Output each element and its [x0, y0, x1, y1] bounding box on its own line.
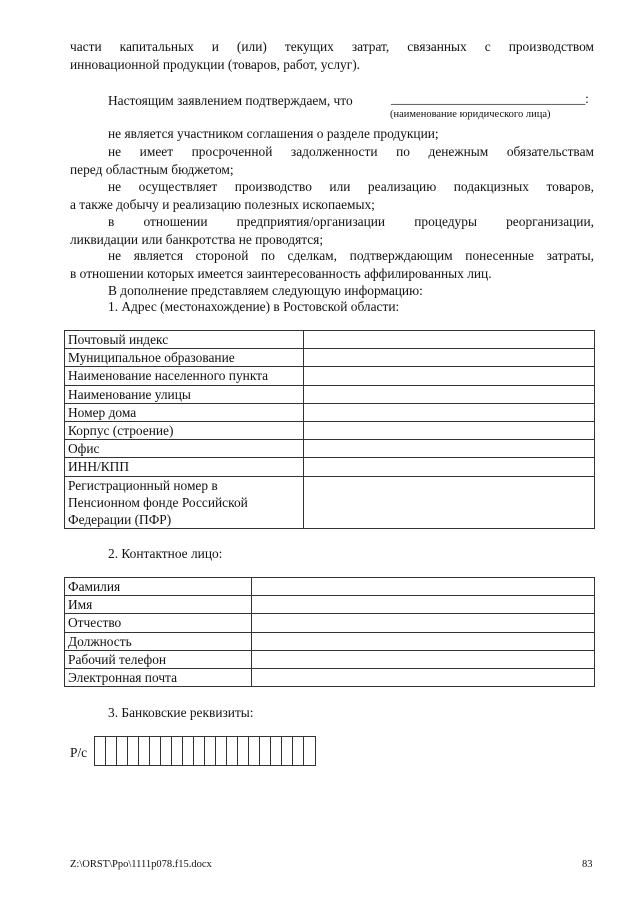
surname-field[interactable]: [252, 578, 595, 596]
account-digit-cell[interactable]: [282, 737, 293, 765]
account-digit-cell[interactable]: [150, 737, 161, 765]
row-label: Имя: [65, 596, 252, 614]
row-label: Наименование улицы: [65, 385, 304, 403]
company-name-hint: (наименование юридического лица): [390, 109, 551, 120]
account-digit-cell[interactable]: [249, 737, 260, 765]
account-digit-cell[interactable]: [227, 737, 238, 765]
statement-item: не является участником соглашения о разделе продукции;: [108, 126, 439, 141]
account-digit-cell[interactable]: [238, 737, 249, 765]
intro-line-2: инновационной продукции (товаров, работ, услуг).: [70, 57, 361, 72]
pfr-label-line: Пенсионном фонде Российской: [68, 494, 248, 510]
account-digit-cell[interactable]: [304, 737, 315, 765]
table-row: [65, 440, 595, 458]
row-label: Электронная почта: [65, 669, 252, 687]
row-label: Офис: [65, 440, 304, 458]
company-name-blank[interactable]: _____________________________:: [391, 91, 589, 106]
row-label: Корпус (строение): [65, 422, 304, 440]
row-label: Номер дома: [65, 403, 304, 421]
address-heading: 1. Адрес (местонахождение) в Ростовской области:: [108, 299, 400, 314]
table-row: [65, 650, 595, 668]
statement-item-cont: а также добычу и реализацию полезных ископаемых;: [70, 197, 375, 212]
account-digit-cell[interactable]: [216, 737, 227, 765]
pfr-number-field[interactable]: [304, 476, 595, 529]
row-label: Рабочий телефон: [65, 650, 252, 668]
row-label: [65, 476, 304, 529]
statement-item: в отношении предприятия/организации процедуры реорганизации,: [108, 214, 594, 229]
table-row: [65, 614, 595, 632]
account-digit-cell[interactable]: [95, 737, 106, 765]
table-row: [65, 458, 595, 476]
email-field[interactable]: [252, 669, 595, 687]
account-digit-cell[interactable]: [194, 737, 205, 765]
office-field[interactable]: [304, 440, 595, 458]
row-label: Почтовый индекс: [65, 331, 304, 349]
statement-item-cont: ликвидации или банкротства не проводятся;: [70, 232, 324, 247]
account-digit-cell[interactable]: [117, 737, 128, 765]
account-digit-cell[interactable]: [161, 737, 172, 765]
statement-item-cont: в отношении которых имеется заинтересованность аффилированных лиц.: [70, 266, 492, 281]
table-row: [65, 476, 595, 529]
contact-heading: 2. Контактное лицо:: [108, 546, 223, 561]
account-digit-cell[interactable]: [260, 737, 271, 765]
work-phone-field[interactable]: [252, 650, 595, 668]
row-label: Наименование населенного пункта: [65, 367, 304, 385]
contact-table: [64, 577, 595, 687]
account-digit-cell[interactable]: [293, 737, 304, 765]
statement-item: не является стороной по сделкам, подтверждающим понесенные затраты,: [108, 248, 594, 263]
account-digit-cell[interactable]: [106, 737, 117, 765]
account-digit-cell[interactable]: [271, 737, 282, 765]
address-table: [64, 330, 595, 529]
page-number: 83: [582, 859, 593, 870]
building-field[interactable]: [304, 422, 595, 440]
account-digit-cell[interactable]: [205, 737, 216, 765]
account-digit-cell[interactable]: [139, 737, 150, 765]
pfr-label-line: Федерации (ПФР): [68, 512, 172, 528]
row-label: Должность: [65, 632, 252, 650]
statement-lead: Настоящим заявлением подтверждаем, что: [108, 93, 353, 108]
position-field[interactable]: [252, 632, 595, 650]
account-number-cells[interactable]: [94, 736, 316, 766]
statement-item-cont: перед областным бюджетом;: [70, 162, 234, 177]
first-name-field[interactable]: [252, 596, 595, 614]
patronymic-field[interactable]: [252, 614, 595, 632]
table-row: [65, 669, 595, 687]
table-row: [65, 367, 595, 385]
inn-kpp-field[interactable]: [304, 458, 595, 476]
pfr-label-line: Регистрационный номер в: [68, 477, 218, 493]
intro-line-1: части капитальных и (или) текущих затрат, связанных с производством: [70, 39, 594, 54]
table-row: [65, 578, 595, 596]
additional-info-text: В дополнение представляем следующую информацию:: [108, 283, 423, 298]
account-digit-cell[interactable]: [183, 737, 194, 765]
table-row: [65, 422, 595, 440]
row-label: ИНН/КПП: [65, 458, 304, 476]
footer-file-path: Z:\ORST\Ppo\1111p078.f15.docx: [70, 859, 212, 870]
street-field[interactable]: [304, 385, 595, 403]
table-row: [65, 385, 595, 403]
statement-item: не осуществляет производство или реализацию подакцизных товаров,: [108, 179, 594, 194]
postal-code-field[interactable]: [304, 331, 595, 349]
table-row: [65, 349, 595, 367]
row-label: Фамилия: [65, 578, 252, 596]
account-digit-cell[interactable]: [128, 737, 139, 765]
municipality-field[interactable]: [304, 349, 595, 367]
statement-item: не имеет просроченной задолженности по денежным обязательствам: [108, 144, 594, 159]
account-label: Р/с: [70, 745, 88, 760]
settlement-field[interactable]: [304, 367, 595, 385]
account-digit-cell[interactable]: [172, 737, 183, 765]
table-row: [65, 632, 595, 650]
table-row: [65, 403, 595, 421]
row-label: Муниципальное образование: [65, 349, 304, 367]
table-row: [65, 331, 595, 349]
bank-heading: 3. Банковские реквизиты:: [108, 705, 254, 720]
table-row: [65, 596, 595, 614]
row-label: Отчество: [65, 614, 252, 632]
house-number-field[interactable]: [304, 403, 595, 421]
